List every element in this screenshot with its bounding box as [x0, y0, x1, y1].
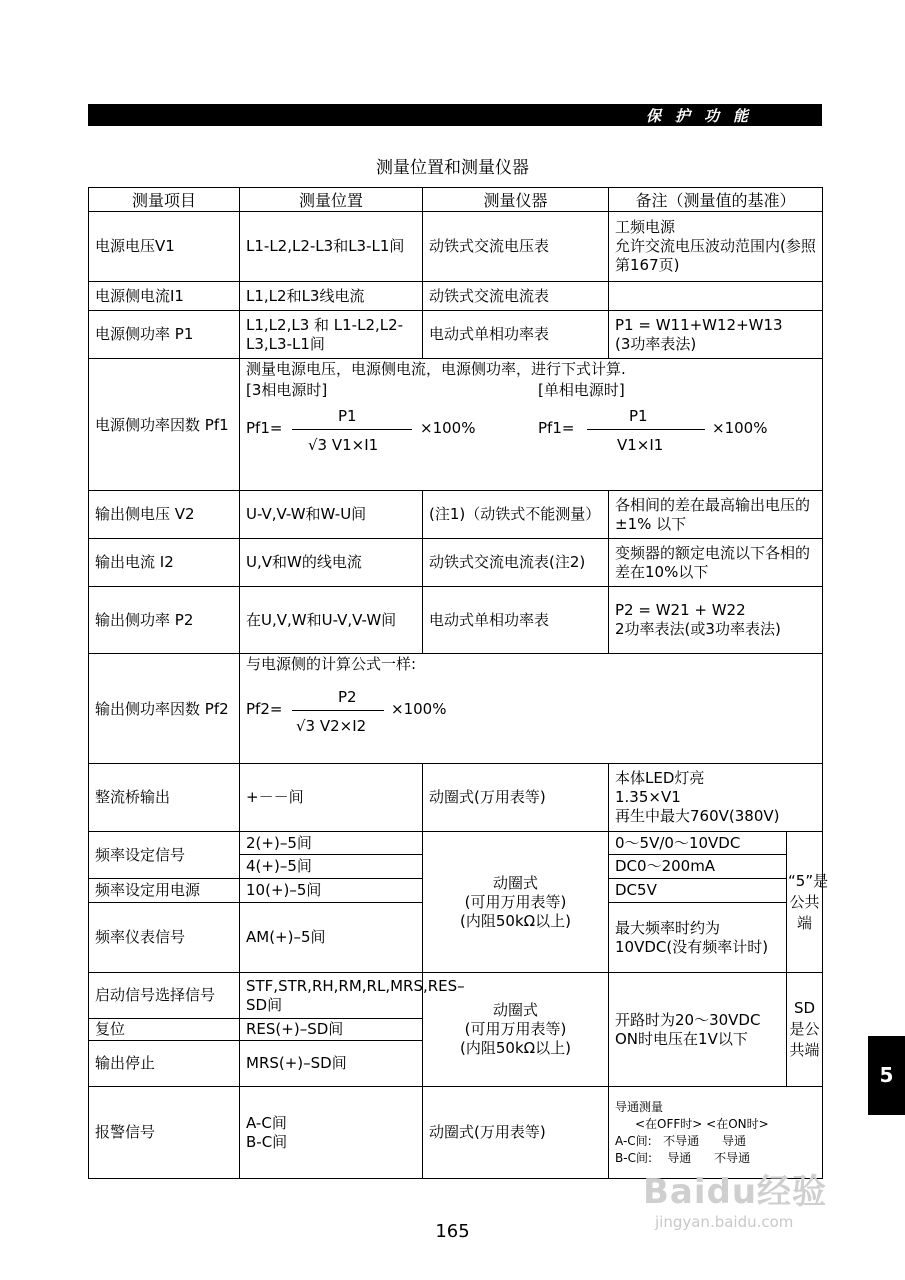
cell-position: 4(+)–5间	[240, 855, 423, 879]
cell-note: DC0～200mA	[609, 855, 787, 879]
formula-pf1	[246, 401, 816, 459]
table-row	[89, 539, 823, 587]
table-row	[89, 973, 823, 1019]
cell-item: 电源侧电流I1	[89, 282, 240, 311]
cell-note: 最大频率时约为10VDC(没有频率计时)	[609, 903, 787, 973]
cell-position: L1-L2,L2-L3和L3-L1间	[240, 212, 423, 282]
cell-item: 输出侧电压 V2	[89, 491, 240, 539]
note-line: 2功率表法(或3功率表法)	[615, 620, 781, 638]
cell-note	[609, 212, 823, 282]
cell-item: 输出侧功率因数 Pf2	[89, 654, 240, 764]
note-line: A-C间: 不导通 导通	[615, 1133, 747, 1148]
cell-instrument: 电动式单相功率表	[423, 587, 609, 654]
table-row	[89, 311, 823, 359]
formula-pf2	[246, 682, 816, 740]
cell-position: L1,L2和L3线电流	[240, 282, 423, 311]
formula-lhs: Pf1=	[246, 419, 283, 437]
cell-position: MRS(+)–SD间	[240, 1041, 423, 1087]
cell-note	[609, 311, 823, 359]
formula-lhs: Pf1=	[538, 419, 575, 437]
cell-item: 频率仪表信号	[89, 903, 240, 973]
cell-instrument: 电动式单相功率表	[423, 311, 609, 359]
position-line: B-C间	[246, 1132, 288, 1151]
cell-formula-pf2	[240, 654, 823, 764]
watermark-url: jingyan.baidu.com	[655, 1213, 794, 1231]
cell-position: 2(+)–5间	[240, 832, 423, 855]
cell-position: L1,L2,L3 和 L1-L2,L2-L3,L3-L1间	[240, 311, 423, 359]
cell-item: 电源电压V1	[89, 212, 240, 282]
cell-item: 频率设定用电源	[89, 879, 240, 903]
fraction-line	[292, 710, 384, 711]
cell-note	[609, 973, 787, 1087]
cell-instrument: (注1)（动铁式不能测量）	[423, 491, 609, 539]
cell-instrument: 动铁式交流电流表(注2)	[423, 539, 609, 587]
cell-position: 10(+)–5间	[240, 879, 423, 903]
cell-position: RES(+)–SD间	[240, 1019, 423, 1041]
header-row	[89, 188, 823, 212]
cell-item: 输出侧功率 P2	[89, 587, 240, 654]
instrument-line: (可用万用表等)	[464, 1020, 567, 1038]
col-header-note: 备注（测量值的基准）	[609, 188, 823, 212]
col-header-instrument: 测量仪器	[423, 188, 609, 212]
cell-note: 变频器的额定电流以下各相的差在10%以下	[609, 539, 823, 587]
cell-item: 整流桥输出	[89, 764, 240, 832]
note-line: 1.35×V1	[615, 788, 681, 806]
note-line: P1 = W11+W12+W13	[615, 315, 783, 334]
formula-lhs: Pf2=	[246, 700, 283, 718]
cell-item: 报警信号	[89, 1087, 240, 1179]
table-row	[89, 491, 823, 539]
table-title: 测量位置和测量仪器	[376, 158, 529, 178]
cell-note: 0～5V/0～10VDC	[609, 832, 787, 855]
cell-item: 复位	[89, 1019, 240, 1041]
table-row	[89, 654, 823, 764]
cell-note: 各相间的差在最高输出电压的±1% 以下	[609, 491, 823, 539]
formula-denominator: V1×I1	[617, 436, 664, 454]
table-row	[89, 212, 823, 282]
col-header-item: 测量项目	[89, 188, 240, 212]
table-row	[89, 587, 823, 654]
phase-labels	[246, 379, 816, 401]
measurement-table	[88, 187, 829, 1179]
cell-common-terminal: SD是公共端	[787, 973, 823, 1087]
cell-instrument: 动铁式交流电压表	[423, 212, 609, 282]
cell-item: 频率设定信号	[89, 832, 240, 879]
note-line: 再生中最大760V(380V)	[615, 807, 780, 825]
cell-note: DC5V	[609, 879, 787, 903]
cell-position: U,V和W的线电流	[240, 539, 423, 587]
cell-item: 输出停止	[89, 1041, 240, 1087]
cell-formula-pf1	[240, 359, 823, 491]
note-line: P2 = W21 + W22	[615, 601, 746, 619]
cell-item: 电源侧功率因数 Pf1	[89, 359, 240, 491]
cell-instrument: 动圈式(万用表等)	[423, 1087, 609, 1179]
cell-instrument: 动圈式(万用表等)	[423, 764, 609, 832]
table-row	[89, 359, 823, 491]
formula-multiplier: ×100%	[420, 419, 476, 437]
cell-common-terminal: “5”是公共端	[787, 832, 823, 973]
cell-note	[609, 587, 823, 654]
instrument-line: (可用万用表等)	[464, 892, 567, 911]
fraction-line	[292, 429, 412, 430]
formula-numerator: P1	[338, 407, 357, 425]
instrument-line: (内阻50kΩ以上)	[460, 1039, 571, 1057]
col-header-position: 测量位置	[240, 188, 423, 212]
watermark-brand: Baidu经验	[643, 1172, 828, 1212]
note-line: ON时电压在1V以下	[615, 1029, 748, 1048]
cell-instrument	[423, 832, 609, 973]
instrument-line: (内阻50kΩ以上)	[460, 911, 571, 930]
three-phase-label: [3相电源时]	[246, 381, 328, 399]
page-number: 165	[435, 1221, 470, 1242]
note-line: B-C间: 导通 不导通	[615, 1150, 751, 1165]
fraction-line	[587, 429, 705, 430]
formula-description: 测量电源电压，电源侧电流，电源侧功率，进行下式计算.	[246, 360, 626, 378]
formula-description: 与电源侧的计算公式一样:	[246, 655, 417, 673]
cell-position	[240, 1087, 423, 1179]
note-line: <在OFF时> <在ON时>	[635, 1116, 769, 1131]
cell-position: 在U,V,W和U-V,V-W间	[240, 587, 423, 654]
note-line: 本体LED灯亮	[615, 769, 705, 787]
note-line: 工频电源	[615, 218, 676, 236]
section-header-bar	[88, 104, 822, 126]
cell-item: 启动信号选择信号	[89, 973, 240, 1019]
position-line: A-C间	[246, 1113, 287, 1132]
note-line: (3功率表法)	[615, 334, 697, 353]
table-row	[89, 832, 823, 855]
instrument-line: 动圈式	[492, 873, 538, 892]
single-phase-label: [单相电源时]	[538, 381, 625, 399]
formula-multiplier: ×100%	[391, 700, 447, 718]
formula-numerator: P1	[629, 407, 648, 425]
formula-denominator: √3 V1×I1	[308, 436, 379, 454]
formula-denominator: √3 V2×I2	[296, 717, 367, 735]
note-line: 允许交流电压波动范围内(参照第167页)	[615, 237, 816, 274]
cell-item: 电源侧功率 P1	[89, 311, 240, 359]
note-line: 开路时为20～30VDC	[615, 1010, 761, 1029]
formula-multiplier: ×100%	[712, 419, 768, 437]
formula-numerator: P2	[338, 688, 357, 706]
table-row	[89, 282, 823, 311]
cell-instrument: 动铁式交流电流表	[423, 282, 609, 311]
cell-note	[609, 764, 823, 832]
cell-position: STF,STR,RH,RM,RL,MRS,RES–SD间	[240, 973, 423, 1019]
instrument-line: 动圈式	[492, 1001, 538, 1019]
section-title: 保护功能	[645, 107, 762, 125]
chapter-tab: 5	[868, 1036, 905, 1115]
table-row	[89, 764, 823, 832]
note-line: 导通测量	[615, 1099, 664, 1114]
cell-note	[609, 282, 823, 311]
cell-item: 输出电流 I2	[89, 539, 240, 587]
cell-position: AM(+)–5间	[240, 903, 423, 973]
cell-position: U-V,V-W和W-U间	[240, 491, 423, 539]
cell-position: +－－间	[240, 764, 423, 832]
